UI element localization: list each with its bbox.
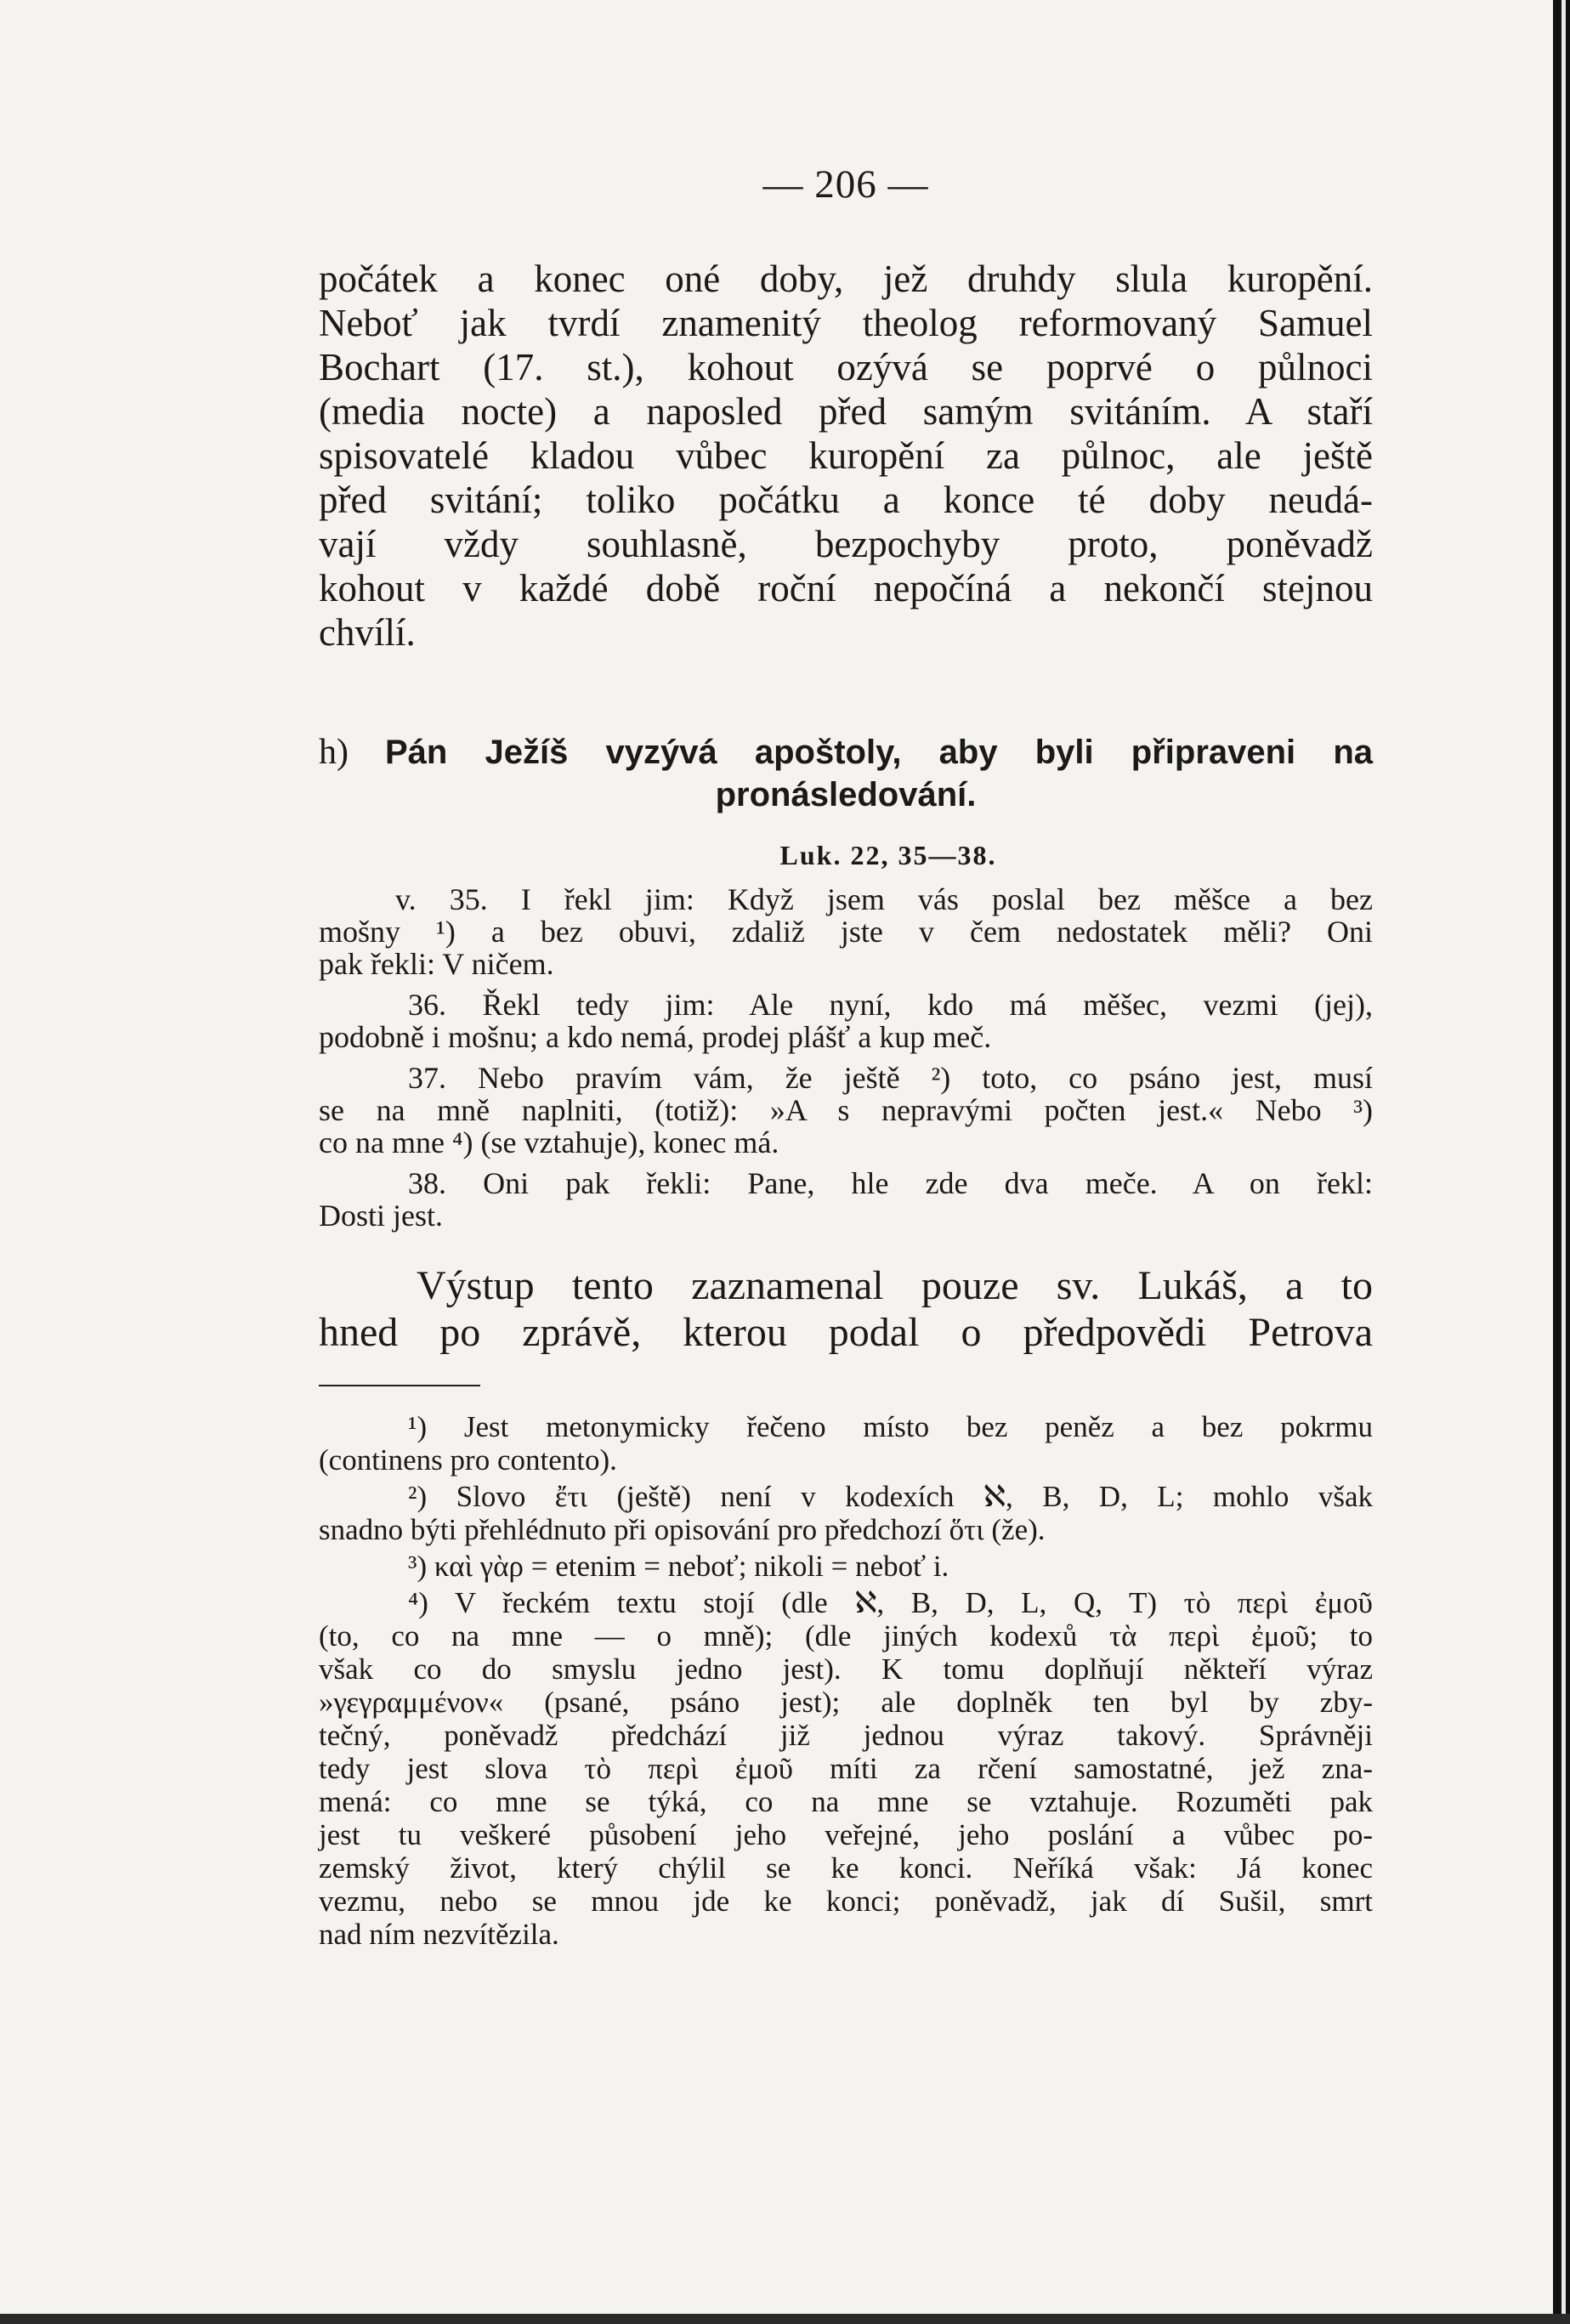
verse-line: pak řekli: V ničem. (319, 947, 554, 981)
intro-line: spisovatelé kladou vůbec kuropění za půlnoc, ale ještě (319, 434, 1373, 477)
verse-line: v. 35. I řekl jim: Když jsem vás poslal bez měšce a bez (395, 882, 1373, 916)
footnote-line: mená: co mne se týká, co na mne se vztahuje. Rozuměti pak (319, 1785, 1373, 1818)
intro-line: kohout v každé době roční nepočíná a nekončí stejnou (319, 567, 1373, 609)
section-title-line: Pán Ježíš vyzývá apoštoly, aby byli připraveni na (385, 734, 1373, 771)
scan-bottom-edge (0, 2314, 1570, 2324)
section-title-line: pronásledování. (715, 776, 977, 813)
section-heading (319, 731, 1373, 816)
footnote-line: ²) Slovo ἔτι (ještě) není v kodexích ℵ, B, D, L; mohlo však (408, 1480, 1373, 1513)
closing-paragraph (319, 1262, 1373, 1356)
footnote-line: zemský život, který chýlil se ke konci. Neříká však: Já konec (319, 1851, 1373, 1885)
scripture-reference: Luk. 22, 35—38. (779, 840, 997, 870)
footnote-line: ⁴) V řeckém textu stojí (dle ℵ, B, D, L, Q, T) τὸ περὶ ἐμοῦ (408, 1586, 1373, 1619)
footnote-line: ³) καὶ γὰρ = etenim = neboť; nikoli = neboť i. (408, 1550, 949, 1583)
footnote (319, 1586, 1373, 1951)
page-number: — 206 — (762, 162, 929, 207)
verse (319, 989, 1373, 1053)
footnote-line: (to, co na mne — o mně); (dle jiných kodexů τὰ περὶ ἐμοῦ; to (319, 1619, 1373, 1652)
footnote-line: tečný, poněvadž předchází již jednou výraz takový. Správněji (319, 1719, 1373, 1752)
footnote (319, 1410, 1373, 1477)
intro-line: (media nocte) a naposled před samým svitáním. A staří (319, 390, 1373, 433)
verse (319, 1062, 1373, 1159)
intro-line: Bochart (17. st.), kohout ozývá se poprvé o půlnoci (319, 346, 1373, 388)
footnote-line: snadno býti přehlédnuto při opisování pro předchozí ὅτι (že). (319, 1513, 1046, 1546)
footnote-line: jest tu veškeré působení jeho veřejné, jeho poslání a vůbec po- (319, 1818, 1373, 1851)
verse (319, 1167, 1373, 1232)
verse-line: 36. Řekl tedy jim: Ale nyní, kdo má měšec, vezmi (jej), (408, 988, 1373, 1022)
intro-paragraph (319, 257, 1373, 655)
intro-line: chvílí. (319, 611, 416, 654)
footnote (319, 1550, 1373, 1583)
section-letter: h) (319, 733, 349, 772)
book-page (319, 162, 1373, 1954)
intro-line: počátek a konec oné doby, jež druhdy slula kuropění. (319, 258, 1373, 300)
footnote-line: vezmu, nebo se mnou jde ke konci; poněvadž, jak dí Sušil, smrt (319, 1885, 1373, 1918)
footnote-line: tedy jest slova τὸ περὶ ἐμοῦ míti za rčení samostatné, jež zna- (319, 1752, 1373, 1785)
verse-line: mošny ¹) a bez obuvi, zdaliž jste v čem nedostatek měli? Oni (319, 915, 1373, 949)
verse-line: 37. Nebo pravím vám, že ještě ²) toto, co psáno jest, musí (408, 1061, 1373, 1095)
footnote-divider (319, 1385, 480, 1386)
verse-line: co na mne ⁴) (se vztahuje), konec má. (319, 1125, 779, 1159)
footnote-line: (continens pro contento). (319, 1443, 617, 1477)
scan-right-edge-line (1561, 0, 1566, 2324)
closing-line: Výstup tento zaznamenal pouze sv. Lukáš, a to (417, 1263, 1373, 1308)
intro-line: Neboť jak tvrdí znamenitý theolog reformovaný Samuel (319, 302, 1373, 344)
verse (319, 883, 1373, 980)
verse-line: 38. Oni pak řekli: Pane, hle zde dva meče. A on řekl: (408, 1166, 1373, 1200)
intro-line: vají vždy souhlasně, bezpochyby proto, poněvadž (319, 523, 1373, 565)
footnote-line: však co do smyslu jedno jest). K tomu doplňují někteří výraz (319, 1652, 1373, 1686)
verse-line: se na mně naplniti, (totiž): »A s nepravými počten jest.« Nebo ³) (319, 1093, 1373, 1127)
verse-line: Dosti jest. (319, 1199, 444, 1233)
footnote-line: »γεγραμμένον« (psané, psáno jest); ale doplněk ten byl by zby- (319, 1686, 1373, 1719)
closing-line: hned po zprávě, kterou podal o předpovědi Petrova (319, 1310, 1373, 1355)
footnote-line: nad ním nezvítězila. (319, 1918, 559, 1951)
footnote-line: ¹) Jest metonymicky řečeno místo bez peněz a bez pokrmu (408, 1410, 1373, 1443)
verse-line: podobně i mošnu; a kdo nemá, prodej plášť a kup meč. (319, 1020, 992, 1054)
footnotes-block (319, 1410, 1373, 1951)
footnote (319, 1480, 1373, 1546)
intro-line: před svitání; toliko počátku a konce té doby neudá- (319, 479, 1373, 521)
verses-block (319, 883, 1373, 1232)
